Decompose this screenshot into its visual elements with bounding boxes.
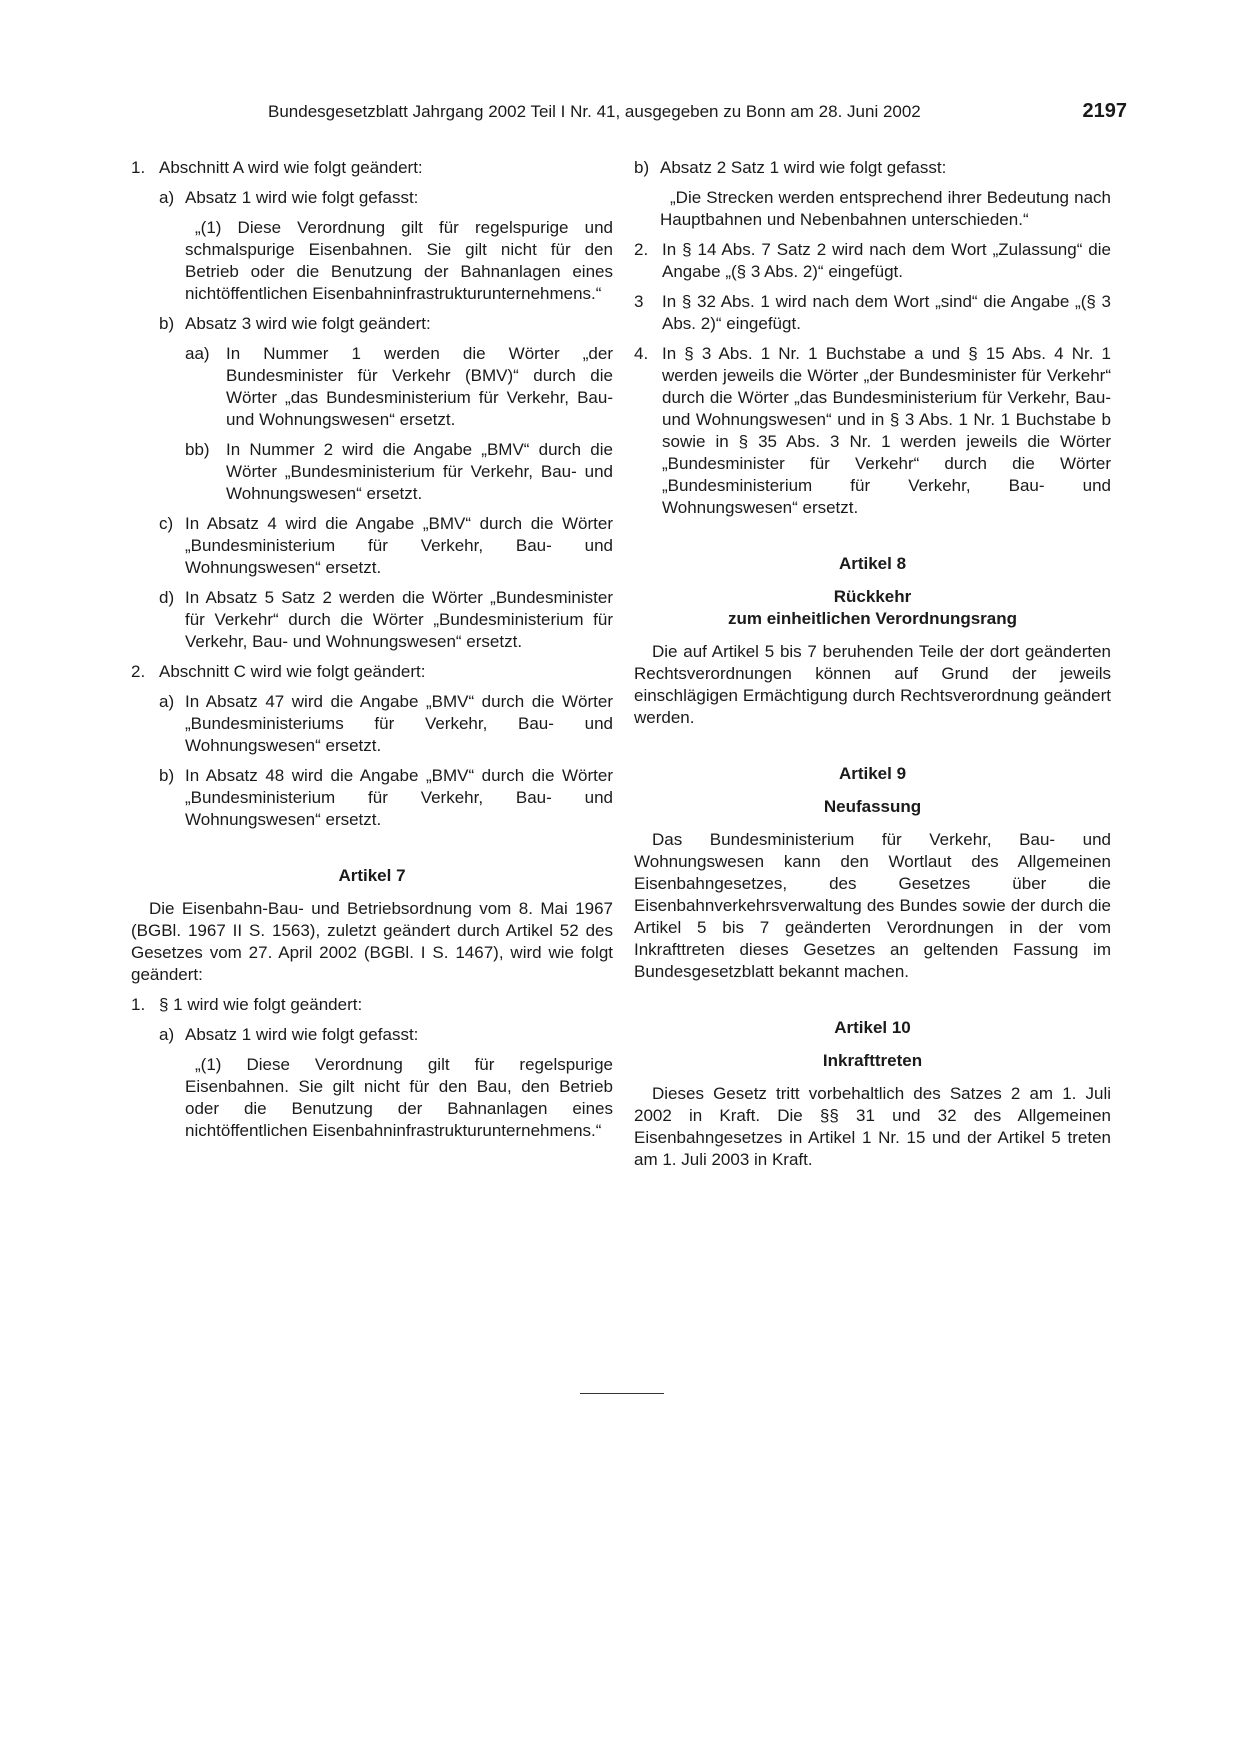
item-label: d) — [159, 588, 175, 607]
item-text: In Absatz 5 Satz 2 werden die Wörter „Bundesminister für Verkehr“ durch die Wörter „Bundesministerium für Verkehr, Bau- und Wohnungswesen“ ersetzt. — [185, 588, 613, 651]
item-label: 2. — [131, 662, 146, 681]
item-text: In Absatz 4 wird die Angabe „BMV“ durch die Wörter „Bundesministerium für Verkehr, Bau- und Wohnungswesen“ ersetzt. — [185, 514, 613, 577]
article-heading: Artikel 10 — [834, 1018, 911, 1037]
item-text: In § 3 Abs. 1 Nr. 1 Buchstabe a und § 15 Abs. 4 Nr. 1 werden jeweils die Wörter „der Bundesminister für Verkehr“ durch die Wörter „das Bundesministerium für Verkehr, Bau- und Wohnungswesen“ und in § 3 Abs. 1 Nr. 1 Buchstabe b sowie in § 35 Abs. 3 Nr. 1 werden jeweils die Wörter „Bundesminister für Verkehr“ durch die Wörter „Bundesministerium für Verkehr, Bau- und Wohnungswesen“ ersetzt. — [662, 344, 1111, 517]
page-number: 2197 — [1082, 100, 1127, 122]
item-label: bb) — [185, 440, 210, 459]
item-text: Absatz 1 wird wie folgt gefasst: — [185, 1025, 419, 1044]
article-title: Rückkehr — [833, 587, 912, 606]
item-label: a) — [159, 692, 175, 711]
article-heading: Artikel 7 — [338, 866, 406, 885]
list-item — [634, 157, 1111, 179]
item-text: Abschnitt A wird wie folgt geändert: — [159, 158, 423, 177]
item-text: Absatz 2 Satz 1 wird wie folgt gefasst: — [660, 158, 947, 177]
item-label: 2. — [634, 240, 649, 259]
item-label: aa) — [185, 344, 210, 363]
list-item — [131, 313, 613, 335]
item-label: b) — [159, 314, 175, 333]
item-label: b) — [159, 766, 175, 785]
article-heading: Artikel 8 — [838, 554, 907, 573]
item-text: In Absatz 48 wird die Angabe „BMV“ durch die Wörter „Bundesministerium für Verkehr, Bau- und Wohnungswesen“ ersetzt. — [185, 766, 613, 829]
item-text: In § 32 Abs. 1 wird nach dem Wort „sind“ die Angabe „(§ 3 Abs. 2)“ eingefügt. — [662, 292, 1111, 333]
list-item — [131, 513, 613, 579]
article-title: zum einheitlichen Verordnungsrang — [727, 609, 1018, 628]
item-text: In Nummer 2 wird die Angabe „BMV“ durch die Wörter „Bundesministerium für Verkehr, Bau- und Wohnungswesen“ ersetzt. — [226, 440, 613, 503]
list-item — [131, 1024, 613, 1046]
list-item — [131, 157, 613, 179]
article-intro: Die Eisenbahn-Bau- und Betriebsordnung vom 8. Mai 1967 (BGBl. 1967 II S. 1563), zuletzt geändert durch Artikel 52 des Gesetzes vom 27. April 2002 (BGBl. I S. 1467), wird wie folgt geändert: — [131, 899, 613, 984]
list-item — [131, 994, 613, 1016]
page-header — [268, 100, 1127, 123]
article-title: Inkrafttreten — [822, 1051, 923, 1070]
article-title: Neufassung — [823, 797, 922, 816]
item-label: a) — [159, 1025, 175, 1044]
article-text: Die auf Artikel 5 bis 7 beruhenden Teile der dort geänderten Rechtsverordnungen können auf Grund der jeweils einschlägigen Ermächtigung durch Rechtsverordnung geändert werden. — [634, 642, 1111, 727]
list-item — [634, 291, 1111, 335]
list-item — [634, 343, 1111, 519]
right-column — [634, 157, 1111, 1179]
item-label: 1. — [131, 995, 146, 1014]
item-label: 3 — [634, 292, 644, 311]
list-item — [131, 439, 613, 505]
item-text: Abschnitt C wird wie folgt geändert: — [159, 662, 426, 681]
article-text: Dieses Gesetz tritt vorbehaltlich des Satzes 2 am 1. Juli 2002 in Kraft. Die §§ 31 und 32 des Allgemeinen Eisenbahngesetzes in Artikel 1 Nr. 15 und der Artikel 5 treten am 1. Juli 2003 in Kraft. — [634, 1084, 1111, 1169]
list-item — [131, 765, 613, 831]
list-item — [131, 587, 613, 653]
divider-rule — [580, 1393, 664, 1394]
item-text: In Nummer 1 werden die Wörter „der Bundesminister für Verkehr (BMV)“ durch die Wörter „das Bundesministerium für Verkehr, Bau- und Wohnungswesen“ ersetzt. — [226, 344, 613, 429]
item-text: In § 14 Abs. 7 Satz 2 wird nach dem Wort „Zulassung“ die Angabe „(§ 3 Abs. 2)“ eingefügt. — [662, 240, 1111, 281]
article-text: Das Bundesministerium für Verkehr, Bau- und Wohnungswesen kann den Wortlaut des Allgemeinen Eisenbahngesetzes, des Gesetzes über die Eisenbahnverkehrsverwaltung des Bundes sowie der durch die Artikel 5 bis 7 geänderten Verordnungen in der vom Inkrafttreten dieses Gesetzes an geltenden Fassung im Bundesgesetzblatt bekannt machen. — [634, 830, 1111, 981]
item-label: b) — [634, 158, 650, 177]
item-text: Absatz 1 wird wie folgt gefasst: — [185, 188, 419, 207]
list-item — [131, 691, 613, 757]
item-text: Absatz 3 wird wie folgt geändert: — [185, 314, 431, 333]
article-heading: Artikel 9 — [838, 764, 907, 783]
list-item — [131, 661, 613, 683]
list-item — [634, 239, 1111, 283]
quoted-text: „(1) Diese Verordnung gilt für regelspurige Eisenbahnen. Sie gilt nicht für den Bau, den Betrieb oder die Benutzung der Bahnanlagen eines nichtöffentlichen Eisenbahninfrastrukturunternehmens.“ — [185, 1055, 613, 1140]
quoted-text: „Die Strecken werden entsprechend ihrer Bedeutung nach Hauptbahnen und Nebenbahnen unterschieden.“ — [660, 188, 1111, 229]
list-item — [131, 187, 613, 209]
left-column — [131, 157, 613, 1150]
item-label: 1. — [131, 158, 146, 177]
item-label: 4. — [634, 344, 649, 363]
item-label: c) — [159, 514, 174, 533]
list-item — [131, 343, 613, 431]
quoted-text: „(1) Diese Verordnung gilt für regelspurige und schmalspurige Eisenbahnen. Sie gilt nicht für den Betrieb oder die Benutzung der Bahnanlagen eines nichtöffentlichen Eisenbahninfrastrukturunternehmens.“ — [185, 218, 613, 303]
header-title: Bundesgesetzblatt Jahrgang 2002 Teil I Nr. 41, ausgegeben zu Bonn am 28. Juni 2002 — [268, 102, 921, 121]
item-text: § 1 wird wie folgt geändert: — [159, 995, 363, 1014]
item-label: a) — [159, 188, 175, 207]
item-text: In Absatz 47 wird die Angabe „BMV“ durch die Wörter „Bundesministeriums für Verkehr, Bau- und Wohnungswesen“ ersetzt. — [185, 692, 613, 755]
